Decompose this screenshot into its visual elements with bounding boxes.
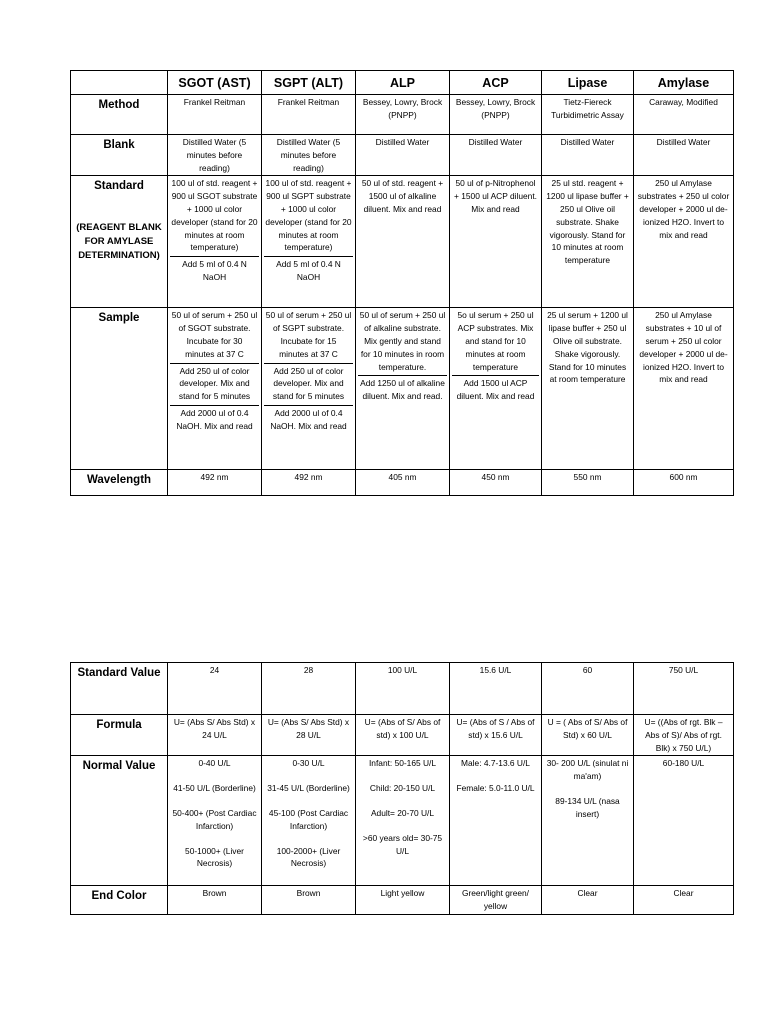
- standard-cell-sgpt: [262, 176, 356, 308]
- normal-value-item: 50-1000+ (Liver Necrosis): [185, 845, 244, 869]
- standard-cell-acp: [450, 176, 542, 308]
- normal-value-item: 0-40 U/L: [198, 758, 231, 769]
- sample-step: Add 250 ul of color developer. Mix and stand for 5 minutes: [264, 363, 353, 403]
- standard-step: 100 ul of std. reagent + 900 ul SGOT substrate + 1000 ul color developer (stand for 20 minutes at room temperature): [171, 178, 258, 253]
- method-cell: Bessey, Lowry, Brock (PNPP): [450, 95, 542, 135]
- row-label-formula: Formula: [71, 715, 168, 756]
- wavelength-cell: 405 nm: [356, 470, 450, 496]
- header-acp: ACP: [450, 71, 542, 95]
- formula-cell: U= (Abs S/ Abs Std) x 28 U/L: [262, 715, 356, 756]
- standard-step: 50 ul of p-Nitrophenol + 1500 ul ACP diluent. Mix and read: [454, 178, 537, 214]
- reagent-procedure-table: [70, 70, 734, 496]
- formula-cell: U= (Abs S/ Abs Std) x 24 U/L: [168, 715, 262, 756]
- sample-step: 5o ul serum + 250 ul ACP substrates. Mix and stand for 10 minutes at room temperature: [457, 310, 534, 372]
- standard-value-cell: 60: [542, 663, 634, 715]
- standard-step: 50 ul of std. reagent + 1500 ul of alkaline diluent. Mix and read: [361, 178, 444, 214]
- end-color-cell: Clear: [634, 886, 734, 915]
- method-row: [71, 95, 734, 135]
- sample-cell-amylase: [634, 308, 734, 470]
- standard-step: Add 5 ml of 0.4 N NaOH: [264, 256, 353, 284]
- row-label-sample: Sample: [71, 308, 168, 470]
- sample-cell-sgpt: [262, 308, 356, 470]
- formula-cell: U = ( Abs of S/ Abs of Std) x 60 U/L: [542, 715, 634, 756]
- row-label-end-color: End Color: [71, 886, 168, 915]
- blank-cell: Distilled Water (5 minutes before reading): [262, 135, 356, 176]
- header-lipase: Lipase: [542, 71, 634, 95]
- normal-value-cell-amylase: [634, 756, 734, 886]
- sample-step: 50 ul of serum + 250 ul of SGPT substrate. Incubate for 15 minutes at 37 C: [265, 310, 352, 359]
- sample-cell-lipase: [542, 308, 634, 470]
- wavelength-row: [71, 470, 734, 496]
- normal-value-item: 30- 200 U/L (sinulat ni ma'am): [546, 758, 629, 782]
- method-cell: Bessey, Lowry, Brock (PNPP): [356, 95, 450, 135]
- blank-cell: Distilled Water: [356, 135, 450, 176]
- header-amylase: Amylase: [634, 71, 734, 95]
- row-label-blank: Blank: [71, 135, 168, 176]
- normal-value-item: 60-180 U/L: [662, 758, 705, 769]
- blank-cell: Distilled Water: [634, 135, 734, 176]
- sample-step: Add 2000 ul of 0.4 NaOH. Mix and read: [264, 405, 353, 433]
- sample-step: 25 ul serum + 1200 ul lipase buffer + 250 ul Olive oil substrate. Shake vigorously. Stand for 10 minutes at room temperature: [547, 310, 628, 385]
- normal-value-item: 100-2000+ (Liver Necrosis): [276, 845, 341, 869]
- sample-step: Add 1500 ul ACP diluent. Mix and read: [452, 375, 539, 403]
- sample-step: Add 250 ul of color developer. Mix and stand for 5 minutes: [170, 363, 259, 403]
- formula-cell: U= ((Abs of rgt. Blk – Abs of S)/ Abs of rgt. Blk) x 750 U/L): [634, 715, 734, 756]
- wavelength-cell: 550 nm: [542, 470, 634, 496]
- normal-value-item: Child: 20-150 U/L: [369, 783, 436, 794]
- wavelength-cell: 450 nm: [450, 470, 542, 496]
- values-table: [70, 662, 734, 915]
- standard-step: Add 5 ml of 0.4 N NaOH: [170, 256, 259, 284]
- wavelength-cell: 492 nm: [262, 470, 356, 496]
- standard-value-row: [71, 663, 734, 715]
- normal-value-item: Male: 4.7-13.6 U/L: [461, 758, 530, 769]
- header-row: [71, 71, 734, 95]
- normal-value-cell-lipase: [542, 756, 634, 886]
- standard-step: 25 ul std. reagent + 1200 ul lipase buffer + 250 ul Olive oil substrate. Shake vigorously. Stand for 10 minutes at room temperature: [546, 178, 629, 266]
- normal-value-item: Female: 5.0-11.0 U/L: [456, 783, 535, 794]
- header-alp: ALP: [356, 71, 450, 95]
- normal-value-item: 0-30 U/L: [292, 758, 325, 769]
- standard-label: Standard: [94, 180, 144, 193]
- normal-value-item: Infant: 50-165 U/L: [368, 758, 437, 769]
- formula-row: [71, 715, 734, 756]
- header-sgot: SGOT (AST): [168, 71, 262, 95]
- method-cell: Frankel Reitman: [262, 95, 356, 135]
- standard-step: 250 ul Amylase substrates + 250 ul color developer + 2000 ul de-ionized H2O. Invert to mix and read: [637, 178, 730, 240]
- normal-value-item: 41-50 U/L (Borderline): [173, 783, 256, 794]
- row-label-method: Method: [71, 95, 168, 135]
- method-cell: Frankel Reitman: [168, 95, 262, 135]
- sample-step: Add 1250 ul of alkaline diluent. Mix and read.: [358, 375, 447, 403]
- standard-cell-sgot: [168, 176, 262, 308]
- sample-row: [71, 308, 734, 470]
- standard-value-cell: 100 U/L: [356, 663, 450, 715]
- normal-value-cell-acp: [450, 756, 542, 886]
- end-color-cell: Brown: [168, 886, 262, 915]
- row-label-standard: [71, 176, 168, 308]
- sample-step: 250 ul Amylase substrates + 10 ul of serum + 250 ul color developer + 2000 ul de-ionized H2O. Invert to mix and read: [639, 310, 728, 385]
- normal-value-item: >60 years old= 30-75 U/L: [362, 832, 443, 856]
- sample-step: Add 2000 ul of 0.4 NaOH. Mix and read: [170, 405, 259, 433]
- standard-value-cell: 15.6 U/L: [450, 663, 542, 715]
- normal-value-row: [71, 756, 734, 886]
- sample-step: 50 ul of serum + 250 ul of SGOT substrate. Incubate for 30 minutes at 37 C: [171, 310, 258, 359]
- standard-cell-lipase: [542, 176, 634, 308]
- sample-cell-acp: [450, 308, 542, 470]
- end-color-row: [71, 886, 734, 915]
- standard-sublabel: (REAGENT BLANK FOR AMYLASE DETERMINATION): [76, 222, 162, 262]
- blank-row: [71, 135, 734, 176]
- normal-value-item: 45-100 (Post Cardiac Infarction): [268, 807, 349, 831]
- end-color-cell: Clear: [542, 886, 634, 915]
- wavelength-cell: 492 nm: [168, 470, 262, 496]
- method-cell: Caraway, Modified: [634, 95, 734, 135]
- standard-value-cell: 750 U/L: [634, 663, 734, 715]
- formula-cell: U= (Abs of S/ Abs of std) x 100 U/L: [356, 715, 450, 756]
- method-cell: Tietz-Fiereck Turbidimetric Assay: [542, 95, 634, 135]
- standard-value-cell: 24: [168, 663, 262, 715]
- end-color-cell: Light yellow: [356, 886, 450, 915]
- normal-value-item: 31-45 U/L (Borderline): [267, 783, 350, 794]
- row-label-wavelength: Wavelength: [71, 470, 168, 496]
- normal-value-cell-sgot: [168, 756, 262, 886]
- normal-value-cell-alp: [356, 756, 450, 886]
- wavelength-cell: 600 nm: [634, 470, 734, 496]
- end-color-cell: Brown: [262, 886, 356, 915]
- normal-value-cell-sgpt: [262, 756, 356, 886]
- header-empty: [71, 71, 168, 95]
- sample-cell-sgot: [168, 308, 262, 470]
- formula-cell: U= (Abs of S / Abs of std) x 15.6 U/L: [450, 715, 542, 756]
- blank-cell: Distilled Water: [542, 135, 634, 176]
- blank-cell: Distilled Water (5 minutes before reading): [168, 135, 262, 176]
- standard-row: [71, 176, 734, 308]
- standard-step: 100 ul of std. reagent + 900 ul SGPT substrate + 1000 ul color developer (stand for 20 minutes at room temperature): [265, 178, 352, 253]
- row-label-normal-value: Normal Value: [71, 756, 168, 886]
- standard-value-cell: 28: [262, 663, 356, 715]
- sample-cell-alp: [356, 308, 450, 470]
- header-sgpt: SGPT (ALT): [262, 71, 356, 95]
- standard-cell-alp: [356, 176, 450, 308]
- standard-cell-amylase: [634, 176, 734, 308]
- row-label-standard-value: Standard Value: [71, 663, 168, 715]
- normal-value-item: 89-134 U/L (nasa insert): [555, 795, 620, 819]
- sample-step: 50 ul of serum + 250 ul of alkaline substrate. Mix gently and stand for 10 minutes in room temperature.: [359, 310, 446, 372]
- blank-cell: Distilled Water: [450, 135, 542, 176]
- normal-value-item: Adult= 20-70 U/L: [370, 807, 435, 818]
- end-color-cell: Green/light green/ yellow: [450, 886, 542, 915]
- normal-value-item: 50-400+ (Post Cardiac Infarction): [172, 807, 257, 831]
